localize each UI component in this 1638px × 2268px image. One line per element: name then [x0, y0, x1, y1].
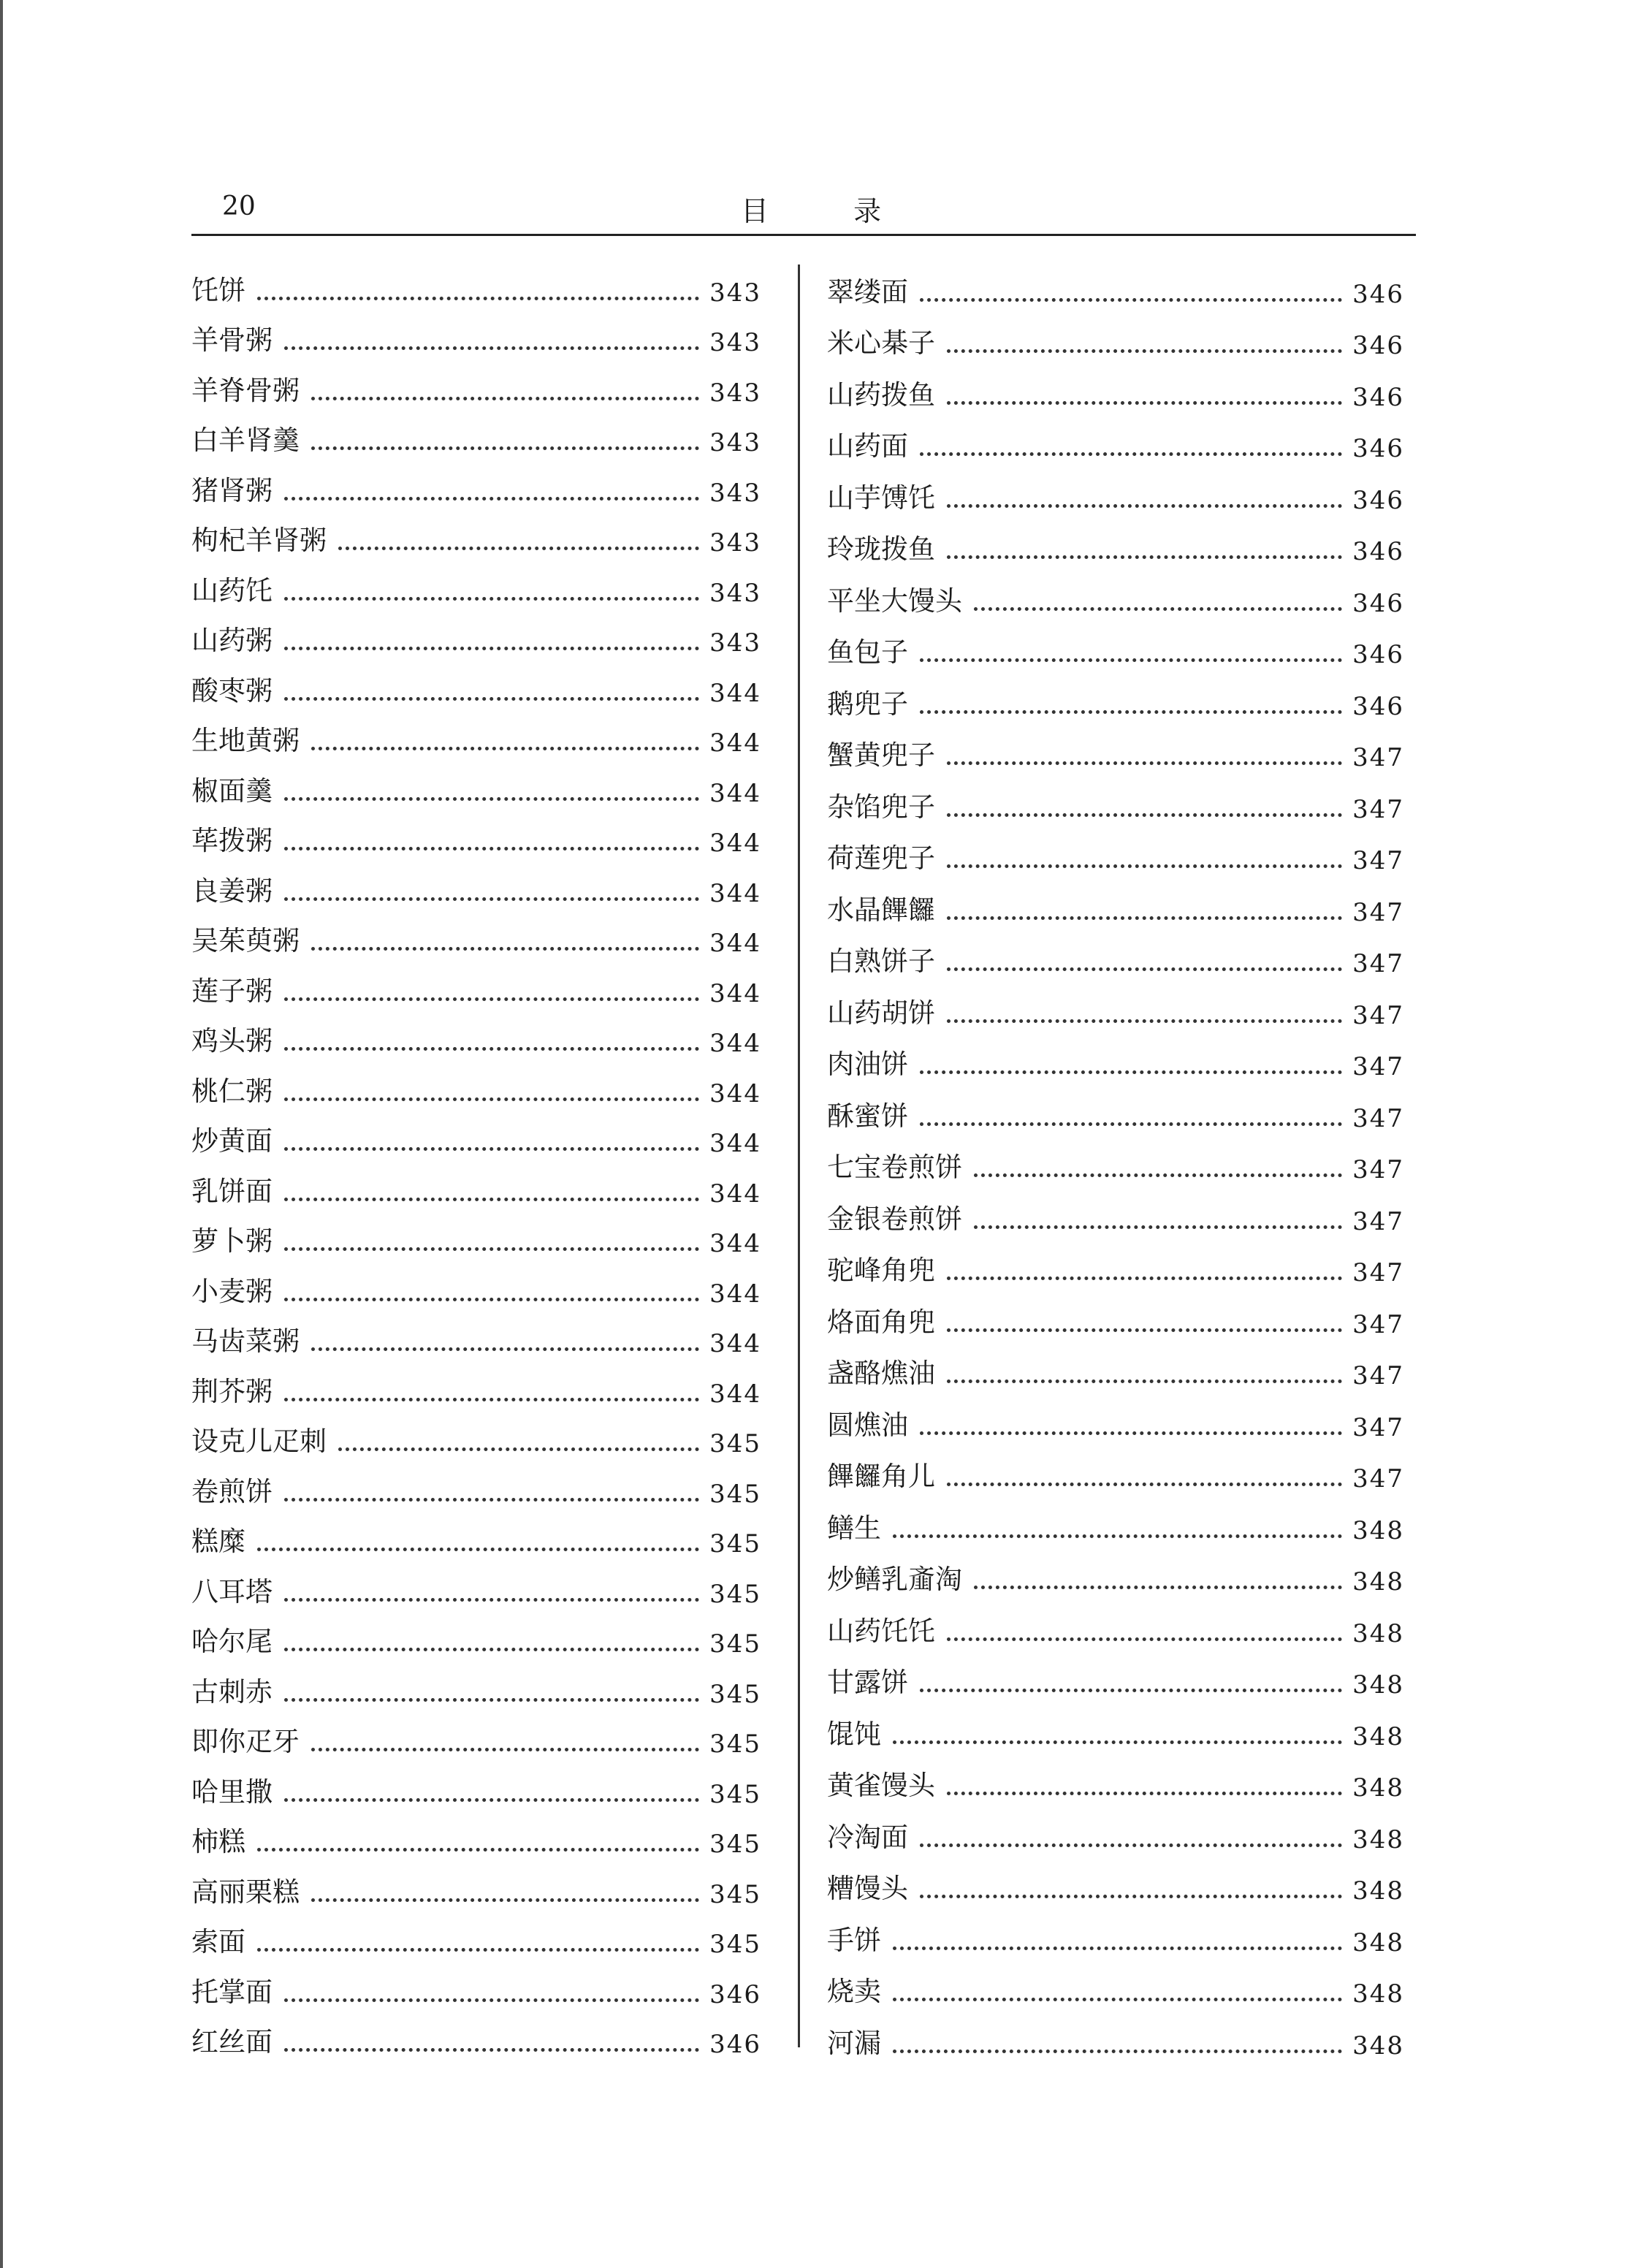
dot-leader — [920, 298, 1342, 302]
dot-leader — [284, 1247, 699, 1251]
entry-page-number: 344 — [709, 728, 761, 758]
toc-entry — [191, 363, 761, 414]
toc-entry — [191, 313, 761, 364]
entry-title: 乳饼面 — [191, 1175, 273, 1207]
entry-title: 卷煎饼 — [191, 1475, 273, 1507]
dot-leader — [284, 1698, 699, 1702]
toc-entry — [827, 263, 1404, 315]
entry-title: 冷淘面 — [827, 1821, 908, 1853]
entry-title: 哈尔尾 — [191, 1626, 273, 1657]
entry-title: 柿糕 — [191, 1826, 245, 1857]
entry-page-number: 343 — [709, 378, 761, 408]
toc-entry — [191, 1264, 761, 1314]
entry-title: 手饼 — [827, 1924, 881, 1956]
toc-entry — [827, 1139, 1404, 1191]
toc-left-column — [191, 263, 761, 2065]
entry-title: 荆芥粥 — [191, 1375, 273, 1407]
toc-entry — [827, 315, 1404, 367]
entry-title: 甘露饼 — [827, 1667, 908, 1698]
dot-leader — [947, 1637, 1342, 1641]
entry-title: 酸枣粥 — [191, 674, 273, 707]
entry-title: 翠缕面 — [827, 275, 908, 308]
toc-entry — [191, 663, 761, 714]
entry-page-number: 348 — [1352, 1618, 1404, 1648]
dot-leader — [284, 1798, 699, 1802]
column-divider — [798, 265, 800, 2047]
entry-title: 炒黄面 — [191, 1125, 273, 1157]
entry-title: 白羊肾羹 — [191, 425, 300, 456]
toc-entry — [827, 1036, 1404, 1088]
dot-leader — [311, 1347, 699, 1351]
dot-leader — [338, 1447, 699, 1451]
header-title: 目 录 — [741, 195, 920, 227]
entry-page-number: 347 — [1352, 846, 1404, 875]
toc-entry — [191, 1114, 761, 1165]
dot-leader — [974, 607, 1342, 611]
toc-entry — [191, 864, 761, 914]
toc-entry — [191, 563, 761, 614]
toc-entry — [191, 1564, 761, 1615]
entry-page-number: 345 — [709, 1679, 761, 1709]
entry-page-number: 343 — [709, 328, 761, 357]
entry-page-number: 344 — [709, 1129, 761, 1158]
dot-leader — [947, 555, 1342, 559]
entry-title: 鹅兜子 — [827, 688, 908, 720]
toc-entry — [191, 1915, 761, 1966]
dot-leader — [974, 1225, 1342, 1229]
dot-leader — [920, 1689, 1342, 1692]
toc-entry — [827, 624, 1404, 676]
entry-title: 桃仁粥 — [191, 1075, 273, 1107]
entry-page-number: 347 — [1352, 949, 1404, 978]
entry-title: 羊骨粥 — [191, 324, 273, 356]
entry-page-number: 345 — [709, 1579, 761, 1609]
toc-entry — [191, 614, 761, 664]
entry-page-number: 345 — [709, 1529, 761, 1559]
entry-title: 萝卜粥 — [191, 1225, 273, 1257]
toc-entry — [191, 1214, 761, 1265]
entry-page-number: 346 — [709, 1979, 761, 2009]
toc-entry — [827, 1499, 1404, 1551]
entry-title: 古刺赤 — [191, 1675, 273, 1708]
entry-page-number: 344 — [709, 1379, 761, 1409]
entry-title: 圆燋油 — [827, 1409, 908, 1441]
toc-entry — [827, 881, 1404, 933]
toc-entry — [827, 1293, 1404, 1345]
entry-title: 良姜粥 — [191, 875, 273, 907]
entry-page-number: 347 — [1352, 897, 1404, 927]
entry-title: 鸡头粥 — [191, 1025, 273, 1057]
dot-leader — [284, 1648, 699, 1651]
entry-title: 索面 — [191, 1926, 245, 1957]
dot-leader — [338, 547, 699, 550]
toc-entry — [827, 1396, 1404, 1448]
entry-page-number: 343 — [709, 628, 761, 658]
entry-title: 山药饦 — [191, 574, 273, 606]
entry-page-number: 344 — [709, 1029, 761, 1058]
entry-page-number: 345 — [709, 1479, 761, 1509]
dot-leader — [947, 967, 1342, 971]
entry-page-number: 347 — [1352, 794, 1404, 824]
dot-leader — [920, 1070, 1342, 1074]
entry-title: 枸杞羊肾粥 — [191, 525, 327, 556]
entry-page-number: 346 — [709, 2030, 761, 2059]
dot-leader — [284, 697, 699, 701]
entry-page-number: 344 — [709, 778, 761, 808]
entry-page-number: 344 — [709, 929, 761, 958]
dot-leader — [893, 2050, 1342, 2053]
entry-title: 羊脊骨粥 — [191, 374, 300, 406]
toc-entry — [827, 778, 1404, 830]
toc-entry — [827, 1705, 1404, 1757]
dot-leader — [920, 452, 1342, 456]
toc-entry — [191, 1464, 761, 1515]
toc-entry — [191, 1765, 761, 1815]
toc-entry — [191, 1965, 761, 2015]
entry-page-number: 344 — [709, 978, 761, 1008]
toc-entry — [191, 964, 761, 1014]
entry-title: 山药面 — [827, 430, 908, 462]
dot-leader — [947, 864, 1342, 868]
entry-page-number: 348 — [1352, 1721, 1404, 1751]
entry-page-number: 344 — [709, 1078, 761, 1108]
toc-entry — [191, 1164, 761, 1214]
entry-page-number: 348 — [1352, 1670, 1404, 1700]
toc-entry — [191, 1615, 761, 1665]
entry-title: 饦饼 — [191, 274, 245, 306]
entry-page-number: 345 — [709, 1879, 761, 1909]
dot-leader — [947, 1019, 1342, 1023]
entry-title: 炒鳝乳齑淘 — [827, 1564, 962, 1595]
entry-page-number: 348 — [1352, 2031, 1404, 2060]
toc-entry — [191, 414, 761, 464]
entry-title: 莲子粥 — [191, 975, 273, 1007]
toc-entry — [827, 1448, 1404, 1500]
entry-title: 七宝卷煎饼 — [827, 1152, 962, 1183]
entry-page-number: 346 — [1352, 331, 1404, 360]
dot-leader — [257, 1548, 699, 1551]
dot-leader — [947, 504, 1342, 508]
entry-title: 河漏 — [827, 2027, 881, 2059]
entry-title: 烙面角兜 — [827, 1306, 935, 1338]
entry-title: 吴茱萸粥 — [191, 925, 300, 956]
entry-title: 饆饠角儿 — [827, 1461, 935, 1492]
entry-title: 生地黄粥 — [191, 725, 300, 756]
dot-leader — [284, 1047, 699, 1051]
dot-leader — [920, 710, 1342, 714]
dot-leader — [284, 1298, 699, 1301]
entry-title: 设克儿疋刺 — [191, 1426, 327, 1457]
dot-leader — [284, 1147, 699, 1151]
entry-page-number: 344 — [709, 829, 761, 858]
running-header — [191, 183, 1416, 236]
dot-leader — [947, 1380, 1342, 1383]
entry-page-number: 343 — [709, 578, 761, 608]
dot-leader — [284, 1097, 699, 1101]
toc-entry — [191, 463, 761, 514]
toc-entry — [827, 366, 1404, 418]
dot-leader — [947, 1276, 1342, 1280]
entry-page-number: 347 — [1352, 1258, 1404, 1287]
entry-title: 玲珑拨鱼 — [827, 533, 935, 565]
entry-title: 驼峰角兜 — [827, 1255, 935, 1286]
entry-title: 杂馅兜子 — [827, 791, 935, 823]
entry-title: 水晶饆饠 — [827, 894, 935, 926]
entry-title: 金银卷煎饼 — [827, 1203, 962, 1235]
dot-leader — [284, 1498, 699, 1502]
dot-leader — [284, 597, 699, 601]
toc-entry — [827, 1345, 1404, 1397]
dot-leader — [284, 797, 699, 801]
dot-leader — [947, 349, 1342, 353]
entry-page-number: 348 — [1352, 1979, 1404, 2009]
dot-leader — [920, 1895, 1342, 1898]
entry-page-number: 344 — [709, 1329, 761, 1358]
entry-page-number: 343 — [709, 478, 761, 508]
entry-title: 糟馒头 — [827, 1873, 908, 1904]
dot-leader — [947, 1483, 1342, 1486]
entry-title: 白熟饼子 — [827, 945, 935, 977]
entry-title: 托掌面 — [191, 1976, 273, 2008]
entry-page-number: 345 — [709, 1629, 761, 1659]
toc-entry — [191, 1014, 761, 1065]
entry-title: 荷莲兜子 — [827, 842, 935, 874]
dot-leader — [284, 1198, 699, 1201]
entry-title: 蟹黄兜子 — [827, 739, 935, 771]
toc-entry — [191, 514, 761, 564]
dot-leader — [974, 1586, 1342, 1589]
dot-leader — [284, 1598, 699, 1602]
page-number: 20 — [222, 191, 256, 221]
entry-page-number: 346 — [1352, 279, 1404, 309]
entry-title: 平坐大馒头 — [827, 585, 962, 617]
toc-entry — [191, 1515, 761, 1565]
entry-title: 糕糜 — [191, 1526, 245, 1557]
entry-page-number: 346 — [1352, 588, 1404, 618]
entry-title: 烧卖 — [827, 1976, 881, 2007]
entry-page-number: 346 — [1352, 691, 1404, 721]
toc-entry — [827, 727, 1404, 779]
entry-page-number: 344 — [709, 1279, 761, 1309]
toc-entry — [827, 521, 1404, 573]
toc-entry — [191, 1715, 761, 1765]
toc-entry — [191, 1815, 761, 1865]
entry-page-number: 347 — [1352, 1309, 1404, 1339]
entry-page-number: 346 — [1352, 640, 1404, 669]
dot-leader — [947, 1792, 1342, 1795]
dot-leader — [284, 2048, 699, 2052]
entry-page-number: 348 — [1352, 1824, 1404, 1854]
toc-entry — [191, 1064, 761, 1114]
toc-entry — [191, 914, 761, 964]
entry-title: 哈里撒 — [191, 1776, 273, 1808]
entry-page-number: 345 — [709, 1779, 761, 1809]
toc-entry — [827, 1757, 1404, 1809]
toc-entry — [191, 1314, 761, 1365]
entry-page-number: 346 — [1352, 382, 1404, 412]
entry-page-number: 347 — [1352, 1000, 1404, 1030]
entry-page-number: 347 — [1352, 1052, 1404, 1081]
entry-title: 山药粥 — [191, 625, 273, 656]
entry-title: 山药饦饦 — [827, 1615, 935, 1647]
toc-right-column — [827, 263, 1404, 2066]
entry-page-number: 346 — [1352, 434, 1404, 463]
toc-entry — [191, 2015, 761, 2066]
entry-title: 肉油饼 — [827, 1049, 908, 1080]
dot-leader — [257, 1848, 699, 1852]
entry-page-number: 345 — [709, 1930, 761, 1959]
entry-title: 即你疋牙 — [191, 1726, 300, 1757]
dot-leader — [947, 916, 1342, 920]
dot-leader — [920, 658, 1342, 662]
entry-page-number: 343 — [709, 528, 761, 558]
dot-leader — [893, 1740, 1342, 1744]
entry-page-number: 348 — [1352, 1567, 1404, 1597]
dot-leader — [920, 1843, 1342, 1847]
dot-leader — [947, 1328, 1342, 1332]
entry-title: 高丽栗糕 — [191, 1876, 300, 1908]
entry-title: 盏酪燋油 — [827, 1358, 935, 1389]
entry-title: 黄雀馒头 — [827, 1770, 935, 1801]
toc-entry — [191, 1664, 761, 1715]
dot-leader — [284, 897, 699, 901]
entry-title: 山药拨鱼 — [827, 378, 935, 411]
toc-entry — [827, 1963, 1404, 2015]
dot-leader — [284, 847, 699, 850]
toc-entry — [827, 1551, 1404, 1603]
dot-leader — [893, 1534, 1342, 1538]
entry-title: 猪肾粥 — [191, 474, 273, 506]
entry-title: 鳝生 — [827, 1512, 881, 1544]
entry-page-number: 345 — [709, 1830, 761, 1859]
entry-title: 椒面羹 — [191, 775, 273, 807]
entry-page-number: 344 — [709, 1229, 761, 1258]
entry-page-number: 346 — [1352, 537, 1404, 566]
toc-entry — [827, 1654, 1404, 1706]
dot-leader — [947, 813, 1342, 817]
page-edge — [0, 0, 3, 2268]
entry-title: 山药胡饼 — [827, 997, 935, 1029]
entry-page-number: 348 — [1352, 1515, 1404, 1545]
dot-leader — [947, 761, 1342, 765]
entry-title: 馄饨 — [827, 1718, 881, 1750]
toc-entry — [827, 572, 1404, 624]
toc-entry — [827, 2014, 1404, 2066]
toc-entry — [191, 1415, 761, 1465]
toc-entry — [827, 1087, 1404, 1139]
dot-leader — [311, 1748, 699, 1751]
dot-leader — [947, 401, 1342, 405]
toc-entry — [827, 1602, 1404, 1654]
dot-leader — [893, 1947, 1342, 1950]
toc-entry — [191, 1865, 761, 1915]
toc-entry — [827, 830, 1404, 882]
entry-page-number: 345 — [709, 1429, 761, 1458]
dot-leader — [311, 446, 699, 450]
toc-entry — [191, 764, 761, 814]
toc-entry — [827, 1911, 1404, 1963]
entry-page-number: 347 — [1352, 1103, 1404, 1133]
dot-leader — [284, 997, 699, 1001]
dot-leader — [311, 747, 699, 750]
entry-page-number: 343 — [709, 278, 761, 308]
entry-page-number: 348 — [1352, 1928, 1404, 1957]
toc-entry — [827, 984, 1404, 1036]
dot-leader — [284, 497, 699, 501]
entry-page-number: 345 — [709, 1729, 761, 1759]
dot-leader — [257, 1948, 699, 1952]
entry-title: 鱼包子 — [827, 636, 908, 668]
entry-title: 山芋馎饦 — [827, 482, 935, 514]
toc-entry — [191, 1364, 761, 1415]
entry-title: 米心棊子 — [827, 327, 935, 359]
entry-title: 荜拨粥 — [191, 825, 273, 856]
dot-leader — [311, 947, 699, 951]
dot-leader — [920, 1122, 1342, 1126]
entry-page-number: 348 — [1352, 1773, 1404, 1803]
entry-title: 八耳塔 — [191, 1575, 273, 1607]
dot-leader — [284, 647, 699, 650]
entry-page-number: 343 — [709, 428, 761, 457]
entry-title: 酥蜜饼 — [827, 1100, 908, 1132]
entry-title: 红丝面 — [191, 2026, 273, 2058]
entry-title: 马齿菜粥 — [191, 1325, 300, 1357]
entry-page-number: 347 — [1352, 1206, 1404, 1236]
dot-leader — [311, 1898, 699, 1902]
toc-entry — [827, 1860, 1404, 1912]
dot-leader — [974, 1173, 1342, 1177]
toc-entry — [827, 1808, 1404, 1860]
dot-leader — [257, 297, 699, 300]
toc-entry — [827, 1242, 1404, 1294]
toc-entry — [827, 675, 1404, 727]
entry-title: 小麦粥 — [191, 1275, 273, 1307]
entry-page-number: 344 — [709, 678, 761, 708]
dot-leader — [893, 1998, 1342, 2001]
entry-page-number: 348 — [1352, 1876, 1404, 1906]
toc-entry — [191, 714, 761, 764]
entry-page-number: 344 — [709, 1179, 761, 1209]
toc-entry — [827, 1190, 1404, 1242]
entry-page-number: 347 — [1352, 1155, 1404, 1184]
dot-leader — [920, 1431, 1342, 1435]
toc-entry — [191, 263, 761, 313]
dot-leader — [284, 346, 699, 350]
entry-page-number: 344 — [709, 878, 761, 908]
dot-leader — [311, 397, 699, 400]
entry-page-number: 346 — [1352, 485, 1404, 515]
dot-leader — [284, 1998, 699, 2002]
toc-entry — [191, 814, 761, 864]
dot-leader — [284, 1398, 699, 1401]
toc-entry — [827, 469, 1404, 521]
entry-page-number: 347 — [1352, 1464, 1404, 1493]
toc-entry — [827, 418, 1404, 470]
entry-page-number: 347 — [1352, 743, 1404, 772]
entry-page-number: 347 — [1352, 1412, 1404, 1442]
toc-entry — [827, 933, 1404, 985]
entry-page-number: 347 — [1352, 1361, 1404, 1390]
